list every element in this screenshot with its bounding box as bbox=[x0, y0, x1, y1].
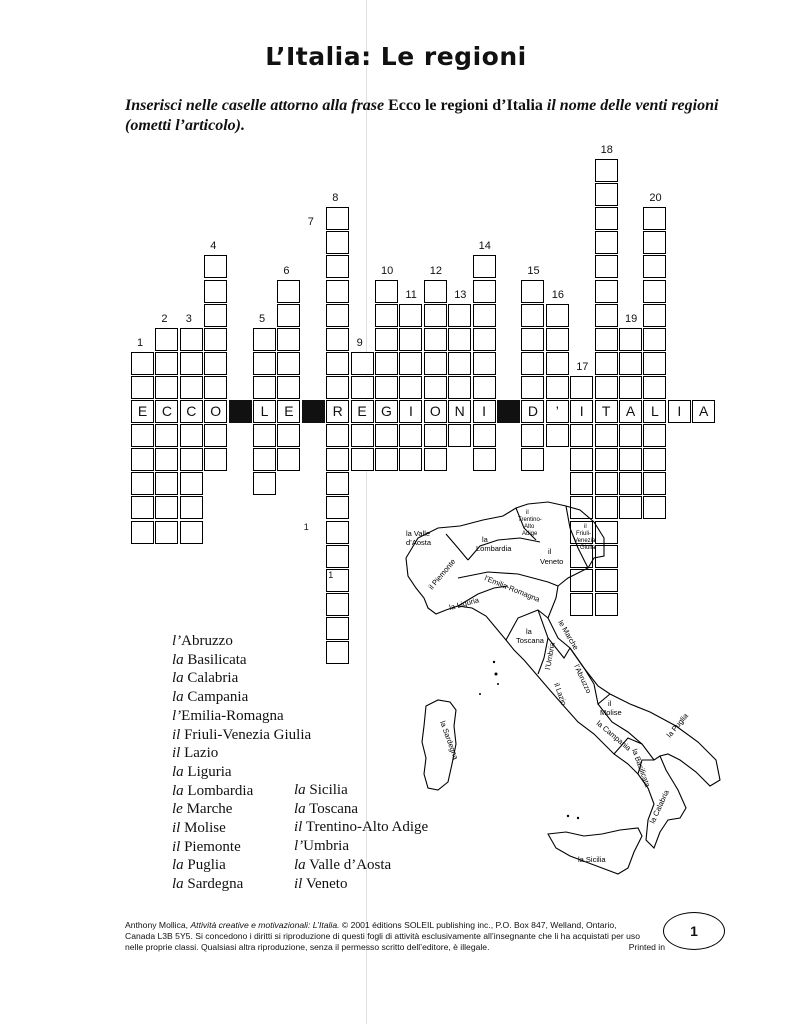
vocabulary-article: la bbox=[172, 670, 184, 687]
crossword-cell[interactable] bbox=[204, 376, 227, 399]
crossword-cell[interactable] bbox=[375, 304, 398, 327]
vocabulary-article: l’ bbox=[294, 838, 304, 855]
map-label-trentino: il Trentino-Alto Adige bbox=[518, 510, 542, 537]
sicily-outline bbox=[548, 828, 642, 874]
vocabulary-region: Veneto bbox=[302, 875, 348, 892]
crossword-cell[interactable] bbox=[131, 352, 154, 375]
map-label-campania: la Campania bbox=[594, 718, 633, 753]
vocabulary-region: Liguria bbox=[183, 763, 232, 780]
vocabulary-item bbox=[172, 744, 311, 763]
crossword-cell[interactable] bbox=[570, 424, 593, 447]
crossword-cell[interactable] bbox=[326, 376, 349, 399]
crossword-cell[interactable] bbox=[131, 521, 154, 544]
crossword-cell[interactable] bbox=[375, 376, 398, 399]
map-label-valle-aosta: la Valle d’Aosta bbox=[406, 529, 432, 547]
instructions bbox=[125, 96, 725, 136]
map-label-lombardia: la Lombardia bbox=[476, 535, 512, 553]
crossword-cell[interactable] bbox=[595, 376, 618, 399]
vocabulary-article: la bbox=[172, 782, 184, 799]
vocabulary-item bbox=[172, 875, 311, 894]
crossword-cell[interactable] bbox=[277, 448, 300, 471]
crossword-cell[interactable] bbox=[204, 424, 227, 447]
crossword-cell[interactable] bbox=[180, 521, 203, 544]
footer-book: Attività creative e motivazionali: L’Italia. bbox=[190, 920, 340, 930]
crossword-cell[interactable] bbox=[375, 424, 398, 447]
map-label-umbria: l’Umbria bbox=[543, 641, 557, 671]
crossword-cell[interactable] bbox=[253, 424, 276, 447]
crossword-cell[interactable] bbox=[473, 304, 496, 327]
crossword-cell[interactable] bbox=[326, 521, 349, 544]
crossword-cell[interactable] bbox=[619, 448, 642, 471]
footer-line2: Canada L3B 5Y5. Si concedono i diritti si riproduzione di questi fogli di attività esclusivamente all’insegnante che li ha acquistati per uso bbox=[125, 931, 640, 941]
crossword-cell[interactable] bbox=[424, 424, 447, 447]
crossword-cell[interactable] bbox=[643, 376, 666, 399]
clue-number: 20 bbox=[649, 192, 662, 205]
instructions-part2: il nome delle venti regioni (ometti l’articolo). bbox=[125, 97, 719, 134]
italy-map bbox=[398, 498, 728, 890]
crossword-cell[interactable] bbox=[424, 376, 447, 399]
vocabulary-region: Campania bbox=[183, 689, 249, 706]
crossword-cell[interactable] bbox=[326, 424, 349, 447]
crossword-cell[interactable] bbox=[155, 448, 178, 471]
vocabulary-article: la bbox=[172, 651, 184, 668]
crossword-cell[interactable] bbox=[643, 231, 666, 254]
phrase-letter: L bbox=[260, 403, 269, 419]
crossword-cell[interactable] bbox=[546, 376, 569, 399]
crossword-cell[interactable] bbox=[277, 304, 300, 327]
clue-number: 4 bbox=[210, 240, 217, 253]
vocabulary-region: Umbria bbox=[303, 838, 349, 855]
vocabulary-region: Toscana bbox=[305, 800, 359, 817]
vocabulary-article: la bbox=[294, 856, 306, 873]
crossword-cell[interactable] bbox=[595, 280, 618, 303]
page-number: 1 bbox=[663, 912, 725, 950]
crossword-cell[interactable] bbox=[619, 376, 642, 399]
crossword-cell[interactable] bbox=[253, 376, 276, 399]
vocabulary-article: l’ bbox=[172, 707, 182, 724]
vocabulary-item bbox=[172, 707, 311, 726]
map-label-molise: il Molise bbox=[600, 699, 622, 717]
crossword-cell[interactable] bbox=[375, 352, 398, 375]
crossword-cell[interactable] bbox=[473, 376, 496, 399]
crossword-cell[interactable] bbox=[619, 328, 642, 351]
page-title: L’Italia: Le regioni bbox=[265, 42, 527, 71]
crossword-cell[interactable] bbox=[521, 448, 544, 471]
crossword-cell[interactable] bbox=[595, 328, 618, 351]
crossword-cell[interactable] bbox=[375, 448, 398, 471]
clue-number: 1 bbox=[137, 336, 144, 349]
clue-number: 10 bbox=[381, 264, 394, 277]
crossword-cell[interactable] bbox=[155, 521, 178, 544]
vocabulary-article: l’ bbox=[172, 633, 182, 649]
crossword-cell[interactable] bbox=[595, 255, 618, 278]
crossword-cell[interactable] bbox=[595, 231, 618, 254]
crossword-cell[interactable] bbox=[399, 448, 422, 471]
crossword-cell[interactable] bbox=[546, 424, 569, 447]
map-label-sicilia: la Sicilia bbox=[578, 855, 606, 864]
crossword-cell[interactable] bbox=[326, 496, 349, 519]
crossword-cell[interactable] bbox=[399, 328, 422, 351]
crossword-cell[interactable] bbox=[424, 304, 447, 327]
vocabulary-item bbox=[172, 669, 311, 688]
crossword-cell[interactable] bbox=[326, 545, 349, 568]
vocabulary-region: Trentino-Alto Adige bbox=[302, 819, 429, 836]
vocabulary-item bbox=[172, 838, 311, 857]
clue-number: 5 bbox=[259, 312, 266, 325]
vocabulary-item bbox=[172, 800, 311, 819]
phrase-letter: G bbox=[381, 403, 392, 419]
crossword-cell[interactable] bbox=[643, 207, 666, 230]
crossword-cell[interactable] bbox=[155, 472, 178, 495]
crossword-cell[interactable] bbox=[546, 304, 569, 327]
crossword-cell[interactable] bbox=[595, 472, 618, 495]
phrase-letter: ’ bbox=[555, 403, 559, 419]
crossword-cell[interactable] bbox=[619, 352, 642, 375]
crossword-cell[interactable] bbox=[595, 207, 618, 230]
black-square bbox=[229, 400, 252, 423]
phrase-letter: O bbox=[210, 403, 222, 419]
phrase-letter: I bbox=[677, 403, 682, 419]
crossword-cell[interactable] bbox=[595, 352, 618, 375]
crossword-cell[interactable] bbox=[180, 376, 203, 399]
vocabulary-region: Molise bbox=[180, 820, 226, 837]
vocabulary-column-1 bbox=[172, 632, 311, 894]
phrase-letter: N bbox=[454, 403, 465, 419]
map-label-sardegna: la Sardegna bbox=[438, 719, 461, 761]
vocabulary-article: la bbox=[294, 782, 306, 798]
crossword-cell[interactable] bbox=[399, 376, 422, 399]
clue-number: 13 bbox=[454, 288, 467, 301]
crossword-cell[interactable] bbox=[351, 448, 374, 471]
crossword-cell[interactable] bbox=[131, 448, 154, 471]
vocabulary-article: il bbox=[294, 875, 303, 892]
crossword-cell[interactable] bbox=[473, 255, 496, 278]
vocabulary-item bbox=[172, 819, 311, 838]
black-square bbox=[302, 400, 325, 423]
crossword-cell[interactable] bbox=[424, 328, 447, 351]
crossword-cell[interactable] bbox=[399, 424, 422, 447]
crossword-cell[interactable] bbox=[619, 472, 642, 495]
clue-number: 12 bbox=[429, 264, 443, 277]
vocabulary-item bbox=[172, 726, 311, 745]
cell-mark: 1 bbox=[303, 521, 309, 532]
clue-number: 11 bbox=[405, 288, 417, 301]
crossword-cell[interactable] bbox=[643, 352, 666, 375]
phrase-letter: E bbox=[357, 403, 367, 419]
vocabulary-region: Sardegna bbox=[183, 876, 244, 893]
vocabulary-item bbox=[172, 632, 311, 651]
map-label-lazio: il Lazio bbox=[552, 681, 569, 707]
map-label-liguria: la Liguria bbox=[448, 595, 480, 612]
clue-number: 7 bbox=[307, 216, 314, 229]
crossword-cell[interactable] bbox=[326, 304, 349, 327]
crossword-cell[interactable] bbox=[643, 280, 666, 303]
vocabulary-region: Emilia-Romagna bbox=[181, 707, 284, 724]
clue-number: 9 bbox=[356, 336, 363, 349]
map-label-abruzzo: l’Abruzzo bbox=[572, 663, 594, 695]
crossword-cell[interactable] bbox=[521, 304, 544, 327]
phrase-letter: E bbox=[137, 403, 148, 419]
vocabulary-item bbox=[172, 688, 311, 707]
crossword-cell[interactable] bbox=[155, 352, 178, 375]
crossword-cell[interactable] bbox=[595, 448, 618, 471]
crossword-cell[interactable] bbox=[253, 352, 276, 375]
crossword-cell[interactable] bbox=[204, 352, 227, 375]
crossword-cell[interactable] bbox=[131, 496, 154, 519]
vocabulary-region: Piemonte bbox=[180, 838, 241, 855]
crossword-cell[interactable] bbox=[595, 304, 618, 327]
crossword-cell[interactable] bbox=[473, 448, 496, 471]
crossword-cell[interactable] bbox=[131, 472, 154, 495]
vocabulary-region: Lombardia bbox=[183, 782, 254, 799]
crossword-cell[interactable] bbox=[424, 280, 447, 303]
crossword-cell[interactable] bbox=[448, 304, 471, 327]
crossword-cell[interactable] bbox=[155, 328, 178, 351]
crossword-cell[interactable] bbox=[326, 207, 349, 230]
map-label-friuli: il Friuli-Venezia Giulia bbox=[574, 524, 596, 551]
crossword-cell[interactable] bbox=[521, 424, 544, 447]
vocabulary-article: il bbox=[294, 819, 303, 836]
phrase-letter: T bbox=[601, 403, 611, 419]
crossword-cell[interactable] bbox=[326, 641, 349, 664]
clue-number: 17 bbox=[576, 360, 589, 373]
vocabulary-region: Puglia bbox=[183, 857, 226, 874]
crossword-cell[interactable] bbox=[643, 424, 666, 447]
crossword-cell[interactable] bbox=[180, 496, 203, 519]
vocabulary-region: Sicilia bbox=[305, 782, 348, 798]
vocabulary-article: il bbox=[172, 838, 181, 855]
crossword-cell[interactable] bbox=[277, 424, 300, 447]
crossword-cell[interactable] bbox=[448, 376, 471, 399]
crossword-cell[interactable] bbox=[180, 448, 203, 471]
clue-number: 18 bbox=[600, 144, 613, 156]
crossword-cell[interactable] bbox=[595, 183, 618, 206]
crossword-cell[interactable] bbox=[326, 328, 349, 351]
phrase-letter: A bbox=[625, 403, 636, 419]
crossword-cell[interactable] bbox=[253, 448, 276, 471]
crossword-cell[interactable] bbox=[155, 496, 178, 519]
crossword-cell[interactable] bbox=[473, 424, 496, 447]
clue-number: 14 bbox=[478, 240, 491, 253]
clue-number: 2 bbox=[161, 312, 168, 325]
crossword-cell[interactable] bbox=[204, 448, 227, 471]
crossword-cell[interactable] bbox=[277, 280, 300, 303]
crossword-cell[interactable] bbox=[180, 352, 203, 375]
crossword-cell[interactable] bbox=[204, 255, 227, 278]
crossword-cell[interactable] bbox=[253, 472, 276, 495]
instructions-phrase: Ecco le regioni d’Italia bbox=[388, 97, 543, 114]
vocabulary-article: la bbox=[172, 857, 184, 874]
crossword-cell[interactable] bbox=[375, 328, 398, 351]
map-label-basilicata: la Basilicata bbox=[630, 747, 653, 789]
crossword-cell[interactable] bbox=[546, 352, 569, 375]
vocabulary-item bbox=[172, 782, 311, 801]
crossword-cell[interactable] bbox=[326, 617, 349, 640]
crossword-cell[interactable] bbox=[253, 328, 276, 351]
crossword-cell[interactable] bbox=[424, 352, 447, 375]
crossword-cell[interactable] bbox=[619, 424, 642, 447]
crossword-cell[interactable] bbox=[473, 352, 496, 375]
footer-printed: Printed in bbox=[628, 942, 665, 952]
crossword-cell[interactable] bbox=[448, 424, 471, 447]
phrase-letter: A bbox=[699, 403, 709, 419]
vocabulary-article: la bbox=[172, 876, 184, 893]
crossword-cell[interactable] bbox=[448, 328, 471, 351]
phrase-letter: R bbox=[332, 403, 343, 419]
vocabulary-region: Calabria bbox=[183, 670, 239, 687]
footer-line3: nelle proprie classi. Qualsiasi altra riproduzione, senza il permesso scritto dell’editore, è illegale. bbox=[125, 942, 490, 952]
crossword-cell[interactable] bbox=[180, 328, 203, 351]
map-label-puglia: la Puglia bbox=[664, 711, 691, 740]
crossword-cell[interactable] bbox=[643, 472, 666, 495]
vocabulary-item bbox=[172, 763, 311, 782]
crossword-cell[interactable] bbox=[595, 424, 618, 447]
crossword-cell[interactable] bbox=[399, 304, 422, 327]
vocabulary-region: Basilicata bbox=[183, 651, 247, 668]
crossword-cell[interactable] bbox=[155, 424, 178, 447]
crossword-cell[interactable] bbox=[277, 376, 300, 399]
vocabulary-article: il bbox=[172, 820, 181, 837]
crossword-cell[interactable] bbox=[521, 280, 544, 303]
map-label-marche: le Marche bbox=[556, 618, 581, 652]
instructions-part1: Inserisci nelle caselle attorno alla frase bbox=[125, 97, 389, 114]
phrase-letter: C bbox=[186, 403, 197, 419]
vocabulary-region: Friuli-Venezia Giulia bbox=[180, 726, 312, 743]
crossword-cell[interactable] bbox=[204, 280, 227, 303]
crossword-cell[interactable] bbox=[521, 376, 544, 399]
clue-number: 15 bbox=[527, 264, 540, 277]
crossword-cell[interactable] bbox=[643, 255, 666, 278]
crossword-cell[interactable] bbox=[204, 304, 227, 327]
crossword-cell[interactable] bbox=[375, 280, 398, 303]
phrase-letter: C bbox=[161, 403, 172, 419]
crossword-cell[interactable] bbox=[326, 593, 349, 616]
phrase-letter: E bbox=[284, 403, 294, 419]
footer-publisher: © 2001 éditions SOLEIL publishing inc., P.O. Box 847, Welland, Ontario, bbox=[339, 920, 617, 930]
crossword-cell[interactable] bbox=[424, 448, 447, 471]
crossword-cell[interactable] bbox=[473, 280, 496, 303]
vocabulary-region: Marche bbox=[182, 801, 233, 818]
map-label-calabria: la Calabria bbox=[647, 788, 671, 825]
footer-author: Anthony Mollica, bbox=[125, 920, 191, 930]
crossword-cell[interactable] bbox=[277, 328, 300, 351]
vocabulary-article: il bbox=[172, 745, 181, 762]
crossword-cell[interactable] bbox=[643, 328, 666, 351]
phrase-letter: D bbox=[527, 403, 538, 419]
crossword-cell[interactable] bbox=[521, 328, 544, 351]
crossword-cell[interactable] bbox=[399, 352, 422, 375]
crossword-cell[interactable] bbox=[570, 472, 593, 495]
crossword-cell[interactable] bbox=[595, 159, 618, 182]
vocabulary-article: le bbox=[172, 801, 183, 818]
black-square bbox=[497, 400, 520, 423]
clue-number: 19 bbox=[625, 312, 638, 325]
crossword-cell[interactable] bbox=[448, 352, 471, 375]
phrase-letter: L bbox=[650, 403, 659, 419]
crossword-cell[interactable] bbox=[473, 328, 496, 351]
vocabulary-item bbox=[172, 856, 311, 875]
crossword-cell[interactable] bbox=[570, 448, 593, 471]
crossword-cell[interactable] bbox=[326, 352, 349, 375]
vocabulary-region: Abruzzo bbox=[181, 633, 233, 649]
crossword-cell[interactable] bbox=[643, 448, 666, 471]
phrase-letter: O bbox=[429, 403, 441, 419]
footer-copyright bbox=[125, 920, 665, 953]
crossword-cell[interactable] bbox=[277, 352, 300, 375]
crossword-cell[interactable] bbox=[643, 304, 666, 327]
vocabulary-item bbox=[172, 651, 311, 670]
phrase-letter: I bbox=[482, 403, 487, 419]
crossword-cell[interactable] bbox=[131, 376, 154, 399]
crossword-cell[interactable] bbox=[546, 328, 569, 351]
crossword-cell[interactable] bbox=[131, 424, 154, 447]
map-label-toscana: la Toscana bbox=[516, 627, 544, 645]
vocabulary-region: Valle d’Aosta bbox=[305, 856, 392, 873]
crossword-cell[interactable] bbox=[180, 472, 203, 495]
crossword-cell[interactable] bbox=[521, 352, 544, 375]
crossword-cell[interactable] bbox=[326, 448, 349, 471]
map-label-emilia: l’Emilia-Romagna bbox=[483, 573, 542, 604]
vocabulary-article: la bbox=[172, 763, 184, 780]
phrase-letter: I bbox=[408, 403, 413, 419]
italy-mainland-outline bbox=[406, 502, 720, 848]
crossword-cell[interactable] bbox=[351, 376, 374, 399]
crossword-cell[interactable] bbox=[180, 424, 203, 447]
crossword-cell[interactable] bbox=[155, 376, 178, 399]
vocabulary-article: il bbox=[172, 726, 181, 743]
clue-number: 6 bbox=[283, 264, 290, 277]
crossword-cell[interactable] bbox=[570, 376, 593, 399]
crossword-cell[interactable] bbox=[326, 231, 349, 254]
crossword-cell[interactable] bbox=[204, 328, 227, 351]
clue-number: 8 bbox=[332, 192, 339, 205]
map-label-veneto: il Veneto bbox=[540, 547, 564, 566]
crossword-cell[interactable] bbox=[326, 255, 349, 278]
phrase-letter: I bbox=[579, 403, 584, 419]
crossword-cell[interactable] bbox=[351, 424, 374, 447]
clue-number: 3 bbox=[185, 312, 192, 325]
crossword-cell[interactable] bbox=[326, 472, 349, 495]
vocabulary-article: la bbox=[294, 800, 306, 817]
crossword-cell[interactable] bbox=[351, 352, 374, 375]
clue-number: 16 bbox=[551, 288, 565, 301]
vocabulary-region: Lazio bbox=[180, 745, 219, 762]
crossword-cell[interactable] bbox=[326, 280, 349, 303]
vocabulary-article: la bbox=[172, 689, 184, 706]
cell-mark: 1 bbox=[328, 569, 334, 580]
map-label-piemonte: il Piemonte bbox=[426, 557, 458, 592]
